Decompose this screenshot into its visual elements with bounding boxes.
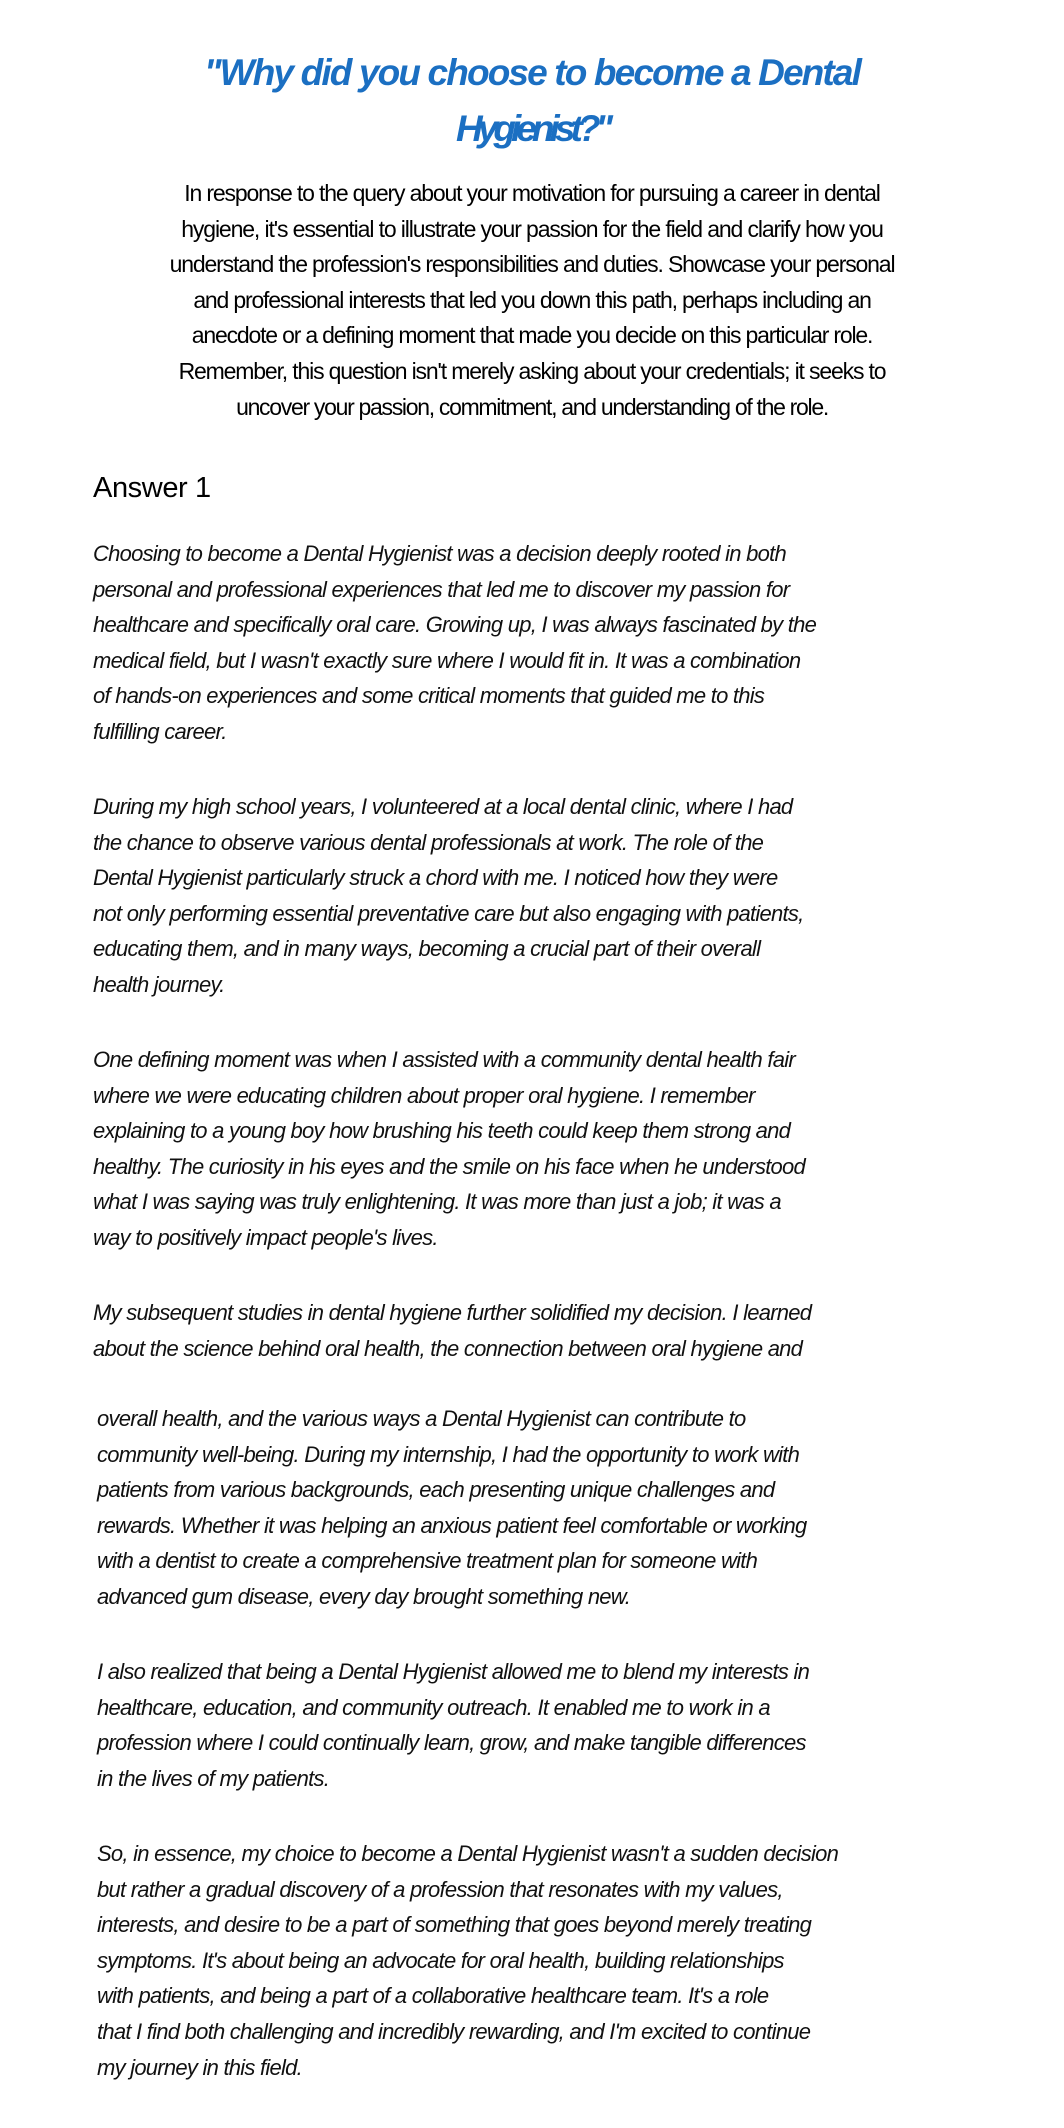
answer-line: my journey in this field. <box>97 2054 303 2080</box>
answer-line: My subsequent studies in dental hygiene further solidified my decision. I learned <box>93 1300 812 1325</box>
page-title <box>0 45 1064 157</box>
answer-line: with a dentist to create a comprehensive treatment plan for someone with <box>97 1548 758 1574</box>
answer-line: that I find both challenging and incredibly rewarding, and I'm excited to continue <box>97 2018 811 2044</box>
answer-line: overall health, and the various ways a Dental Hygienist can contribute to <box>97 1406 746 1431</box>
page-title-line: "Why did you choose to become a Dental <box>203 51 860 93</box>
answer-line: educating them, and in many ways, becoming a crucial part of their overall <box>93 936 761 962</box>
answer-line: profession where I could continually learn, grow, and make tangible differences <box>97 1730 806 1756</box>
intro-line: anecdote or a defining moment that made you decide on this particular role. <box>191 322 873 349</box>
answer-line: I also realized that being a Dental Hygienist allowed me to blend my interests in <box>97 1659 810 1684</box>
answer-line: interests, and desire to be a part of something that goes beyond merely treating <box>97 1912 812 1938</box>
answer-line: healthcare, education, and community outreach. It enabled me to work in a <box>97 1694 770 1720</box>
intro-line: and professional interests that led you down this path, perhaps including an <box>193 286 871 313</box>
answer-line: of hands-on experiences and some critical moments that guided me to this <box>93 683 765 709</box>
answer-line: Dental Hygienist particularly struck a chord with me. I noticed how they were <box>93 865 778 891</box>
answer-paragraph <box>93 1295 811 1366</box>
answer-line: where we were educating children about proper oral hygiene. I remember <box>93 1082 755 1108</box>
intro-line: understand the profession's responsibilities and duties. Showcase your personal <box>169 251 895 278</box>
answer-line: rewards. Whether it was helping an anxious patient feel comfortable or working <box>97 1512 807 1538</box>
answer-line: way to positively impact people's lives. <box>93 1224 438 1250</box>
answer-line: with patients, and being a part of a collaborative healthcare team. It's a role <box>97 1983 769 2009</box>
answer-line: the chance to observe various dental professionals at work. The role of the <box>93 829 764 855</box>
page-title-line: Hygienist?" <box>455 107 609 149</box>
answer-paragraph <box>93 789 803 1003</box>
answer-line: healthcare and specifically oral care. Growing up, I was always fascinated by the <box>93 612 817 638</box>
answer-paragraph <box>93 536 816 750</box>
answer-line: medical field, but I wasn't exactly sure where I would fit in. It was a combination <box>93 647 801 673</box>
answer-line: not only performing essential preventative care but also engaging with patients, <box>93 900 804 926</box>
answer-line: community well-being. During my internship, I had the opportunity to work with <box>97 1441 800 1467</box>
answer-line: personal and professional experiences that led me to discover my passion for <box>93 576 790 602</box>
intro-line: In response to the query about your motivation for pursuing a career in dental <box>184 180 880 206</box>
intro-line: uncover your passion, commitment, and understanding of the role. <box>236 393 828 420</box>
answer-line: advanced gum disease, every day brought something new. <box>97 1583 631 1609</box>
answer-paragraph-continued <box>97 1401 806 1615</box>
answer-line: symptoms. It's about being an advocate for oral health, building relationships <box>97 1947 784 1973</box>
answer-line: fulfilling career. <box>93 718 227 744</box>
answer-line: about the science behind oral health, the connection between oral hygiene and <box>93 1335 803 1361</box>
answer-line: So, in essence, my choice to become a Dental Hygienist wasn't a sudden decision <box>97 1841 839 1866</box>
intro-paragraph <box>0 176 1064 425</box>
answer-line: but rather a gradual discovery of a profession that resonates with my values, <box>97 1876 783 1902</box>
answer-line: healthy. The curiosity in his eyes and the smile on his face when he understood <box>93 1153 806 1179</box>
answer-line: health journey. <box>93 971 225 997</box>
answer-paragraph <box>97 1836 838 2085</box>
answer-line: in the lives of my patients. <box>97 1765 330 1791</box>
answer-line: what I was saying was truly enlightening. It was more than just a job; it was a <box>93 1189 781 1215</box>
answer-paragraph <box>93 1042 805 1256</box>
intro-line: Remember, this question isn't merely asking about your credentials; it seeks to <box>178 357 886 384</box>
answer-line: One defining moment was when I assisted with a community dental health fair <box>93 1047 795 1072</box>
answer-heading: Answer 1 <box>93 472 211 504</box>
answer-line: explaining to a young boy how brushing his teeth could keep them strong and <box>93 1118 791 1144</box>
answer-line: patients from various backgrounds, each presenting unique challenges and <box>97 1477 775 1503</box>
answer-paragraph <box>97 1654 809 1796</box>
intro-line: hygiene, it's essential to illustrate your passion for the field and clarify how you <box>181 215 883 242</box>
answer-line: During my high school years, I volunteered at a local dental clinic, where I had <box>93 794 793 819</box>
answer-line: Choosing to become a Dental Hygienist was a decision deeply rooted in both <box>93 541 786 566</box>
